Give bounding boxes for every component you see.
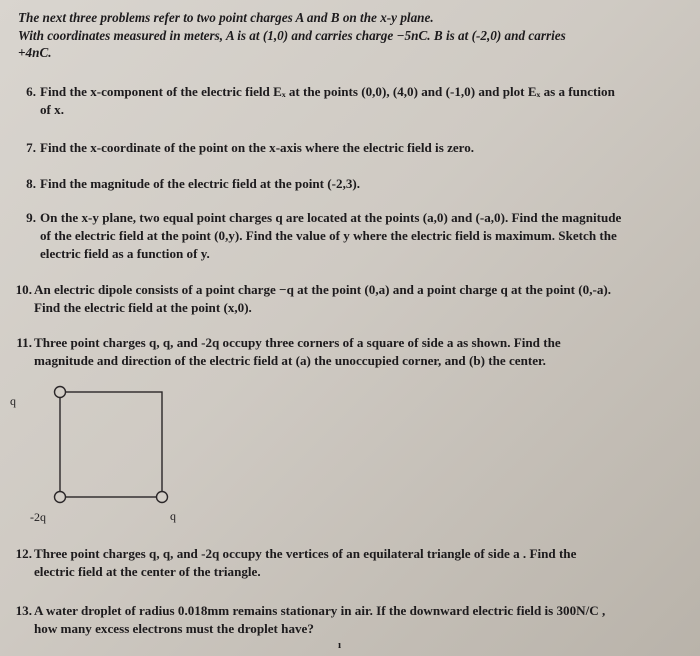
problem-number: 7. <box>26 140 36 155</box>
page-mark: ı <box>338 639 342 651</box>
problem-line: Find the x-component of the electric field Eₓ at the points (0,0), (4,0) and (-1,0) and plot Eₓ as a function <box>40 84 615 99</box>
problem-number: 8. <box>26 176 36 191</box>
intro-paragraph <box>18 9 690 62</box>
problem-number: 13. <box>15 603 32 618</box>
problem-line: Three point charges q, q, and -2q occupy the vertices of an equilateral triangle of side a . Find the <box>34 546 577 561</box>
problem-line: how many excess electrons must the droplet have? <box>34 621 314 636</box>
intro-line: The next three problems refer to two point charges A and B on the x-y plane. <box>18 10 434 25</box>
problem-line: An electric dipole consists of a point charge −q at the point (0,a) and a point charge q at the point (0,-a). <box>34 282 612 297</box>
problem-number: 9. <box>26 210 36 225</box>
problem-line: electric field as a function of y. <box>40 246 210 261</box>
problem-line: On the x-y plane, two equal point charges q are located at the points (a,0) and (-a,0). Find the magnitude <box>40 210 622 225</box>
problem-line: electric field at the center of the triangle. <box>34 564 261 579</box>
problem-line: Find the magnitude of the electric field at the point (-2,3). <box>40 176 361 191</box>
square-outline <box>60 392 162 497</box>
problem-number: 10. <box>15 282 32 297</box>
charge-label-top-left: q <box>10 394 16 408</box>
problem-line: Three point charges q, q, and -2q occupy three corners of a square of side a as shown. Find the <box>34 335 561 350</box>
problem-number: 11. <box>16 335 32 350</box>
problem-number: 6. <box>26 84 36 99</box>
problem-line: of the electric field at the point (0,y). Find the value of y where the electric field is maximum. Sketch the <box>40 228 617 243</box>
intro-line: With coordinates measured in meters, A is at (1,0) and carries charge −5nC. B is at (-2,0) and carries <box>18 27 566 43</box>
corner-bottom-right-circle <box>157 492 168 503</box>
problem-line: Find the x-coordinate of the point on the x-axis where the electric field is zero. <box>40 140 475 155</box>
problem-line: A water droplet of radius 0.018mm remains stationary in air. If the downward electric field is 300N/C , <box>34 603 606 618</box>
problem-line: Find the electric field at the point (x,0). <box>34 300 252 315</box>
corner-bottom-left-circle <box>55 492 66 503</box>
corner-top-left-circle <box>55 387 66 398</box>
problem-line: of x. <box>40 102 65 117</box>
problem-number: 12. <box>15 546 32 561</box>
charge-label-bottom-left: -2q <box>30 510 46 524</box>
intro-line: +4nC. <box>18 45 52 60</box>
problem-line: magnitude and direction of the electric field at (a) the unoccupied corner, and (b) the center. <box>34 353 546 368</box>
charge-label-bottom-right: q <box>170 509 176 523</box>
